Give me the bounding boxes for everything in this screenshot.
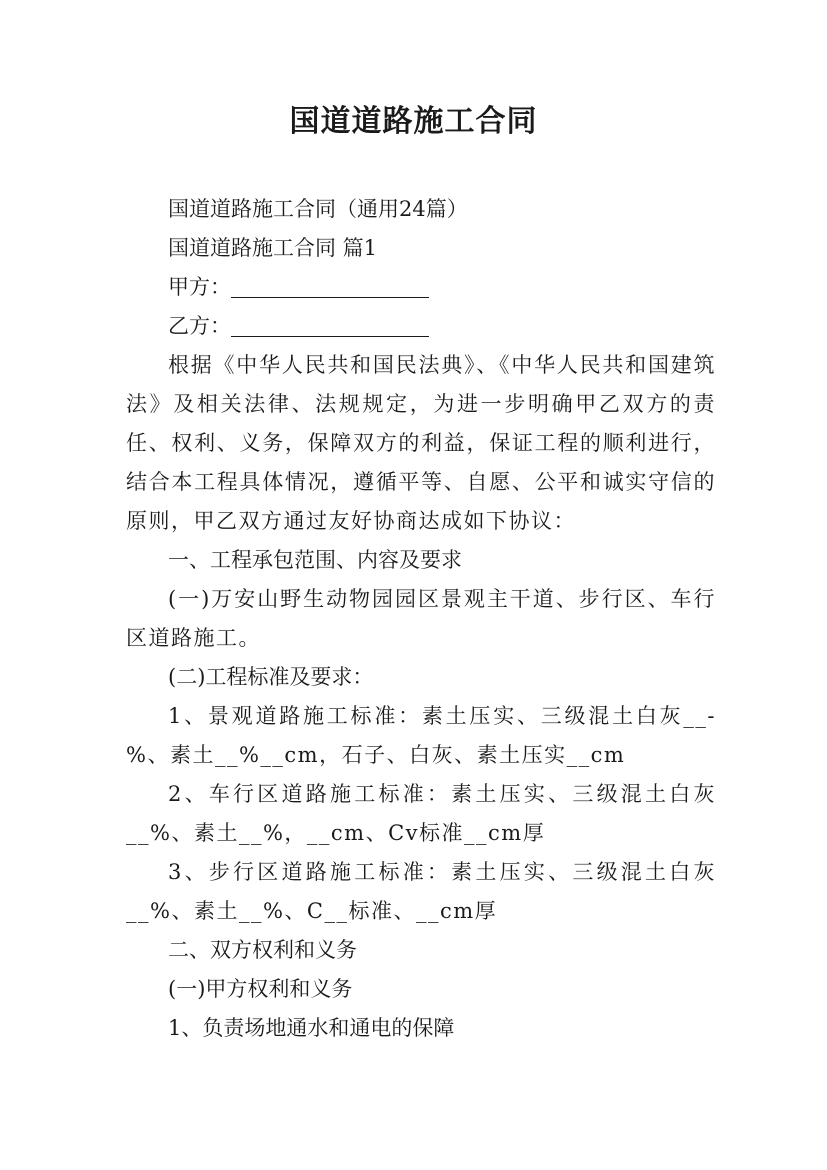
section-2-item-1: (一)甲方权利和义务: [168, 977, 353, 1001]
party-a-blank: [231, 275, 429, 298]
document-body: [126, 190, 716, 1048]
party-b-label: 乙方：: [168, 314, 231, 338]
section-1-standard-3: 3、步行区道路施工标准：素土压实、三级混土白灰__%、素土__%、C__标准、__cm厚: [126, 860, 716, 923]
section-1-item-1: (一)万安山野生动物园园区景观主干道、步行区、车行区道路施工。: [126, 587, 716, 650]
party-b-blank: [231, 314, 429, 337]
document-title: 国道道路施工合同: [289, 104, 538, 139]
party-b-line: [126, 307, 716, 346]
section-2-duty-1: 1、负责场地通水和通电的保障: [168, 1016, 455, 1040]
section-heading: 国道道路施工合同 篇1: [168, 236, 378, 260]
section-1-item-2: (二)工程标准及要求：: [168, 665, 374, 689]
section-2-heading: 二、双方权利和义务: [168, 938, 357, 962]
document-subtitle: 国道道路施工合同（通用24篇）: [168, 197, 468, 221]
party-a-label: 甲方：: [168, 275, 231, 299]
section-1-standard-1: 1、景观道路施工标准：素土压实、三级混土白灰__-%、素土__%__cm，石子、白灰、素土压实__cm: [126, 704, 716, 767]
section-1-standard-2: 2、车行区道路施工标准：素土压实、三级混土白灰__%、素土__%，__cm、Cv标准__cm厚: [126, 782, 716, 845]
intro-paragraph: 根据《中华人民共和国民法典》、《中华人民共和国建筑法》及相关法律、法规规定，为进一步明确甲乙双方的责任、权利、义务，保障双方的利益，保证工程的顺利进行，结合本工程具体情况，遵循平等、自愿、公平和诚实守信的原则，甲乙双方通过友好协商达成如下协议：: [126, 353, 716, 533]
party-a-line: [126, 268, 716, 307]
section-1-heading: 一、工程承包范围、内容及要求: [168, 548, 462, 572]
